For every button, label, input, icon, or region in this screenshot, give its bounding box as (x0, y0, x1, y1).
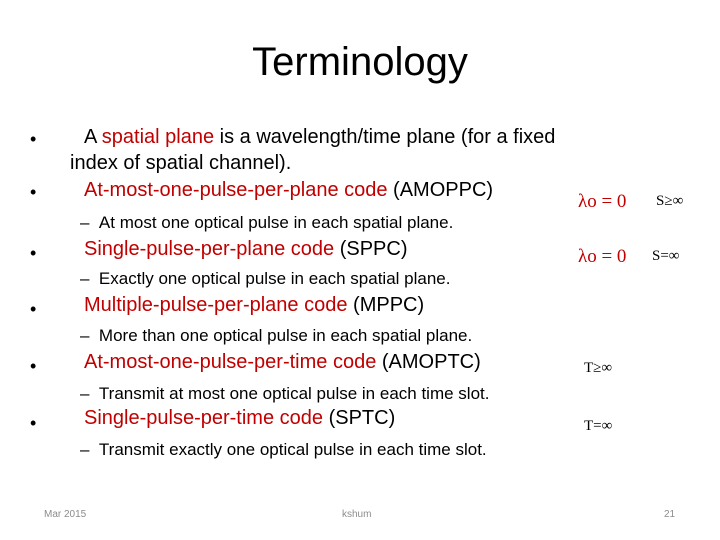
item-2-heading (84, 179, 493, 202)
item-4-dash: – (80, 326, 90, 345)
item-3-dash: – (80, 269, 90, 288)
item-3-term: Single-pulse-per-plane code (84, 238, 335, 260)
item-1-pre: A (84, 126, 102, 148)
item-6-heading (84, 407, 395, 430)
item-6-math-right: T=∞ (584, 418, 613, 434)
item-5-sub-text: Transmit at most one optical pulse in each time slot. (98, 384, 490, 403)
item-2-math-left: λo = 0 (578, 191, 627, 212)
item-5-post: (AMOPTC) (376, 351, 481, 373)
item-1-line-1 (84, 126, 555, 149)
item-1-term: spatial plane (101, 126, 215, 148)
item-1-post: is a wavelength/time plane (for a fixed (214, 126, 556, 148)
item-6-dash: – (80, 440, 90, 459)
item-4-sub-text: More than one optical pulse in each spatial plane. (98, 326, 473, 345)
bullet-1: • (30, 129, 37, 149)
footer-author: kshum (342, 509, 372, 520)
footer-date: Mar 2015 (44, 509, 87, 520)
item-2-sub-text: At most one optical pulse in each spatial plane. (98, 213, 454, 232)
slide-title: Terminology (252, 40, 468, 84)
item-2-post: (AMOPPC) (387, 179, 494, 201)
item-5-term: At-most-one-pulse-per-time code (84, 351, 377, 373)
item-6-term: Single-pulse-per-time code (84, 407, 324, 429)
item-3-post: (SPPC) (334, 238, 408, 260)
item-2-dash: – (80, 213, 90, 232)
footer-page-number: 21 (664, 509, 676, 520)
item-4-heading (84, 294, 424, 317)
item-3-sub (80, 269, 450, 289)
bullet-6: • (30, 413, 37, 433)
bullet-4: • (30, 299, 37, 319)
item-3-math-right: S=∞ (652, 248, 680, 264)
item-2-term: At-most-one-pulse-per-plane code (84, 179, 388, 201)
item-3-math-left: λo = 0 (578, 246, 627, 267)
bullet-5: • (30, 356, 37, 376)
item-6-sub (80, 440, 487, 460)
item-4-sub (80, 326, 472, 346)
item-4-post: (MPPC) (347, 294, 425, 316)
item-5-heading (84, 351, 481, 374)
item-4-term: Multiple-pulse-per-plane code (84, 294, 348, 316)
item-5-sub (80, 384, 489, 404)
item-3-sub-text: Exactly one optical pulse in each spatial plane. (98, 269, 451, 288)
item-5-dash: – (80, 384, 90, 403)
bullet-3: • (30, 243, 37, 263)
item-3-heading (84, 238, 408, 261)
item-5-math-right: T≥∞ (584, 360, 613, 376)
item-2-math-right: S≥∞ (656, 193, 684, 209)
item-2-sub (80, 213, 453, 233)
item-6-post: (SPTC) (323, 407, 396, 429)
bullet-2: • (30, 182, 37, 202)
item-1-line-2: index of spatial channel). (70, 152, 292, 174)
item-6-sub-text: Transmit exactly one optical pulse in each time slot. (98, 440, 487, 459)
